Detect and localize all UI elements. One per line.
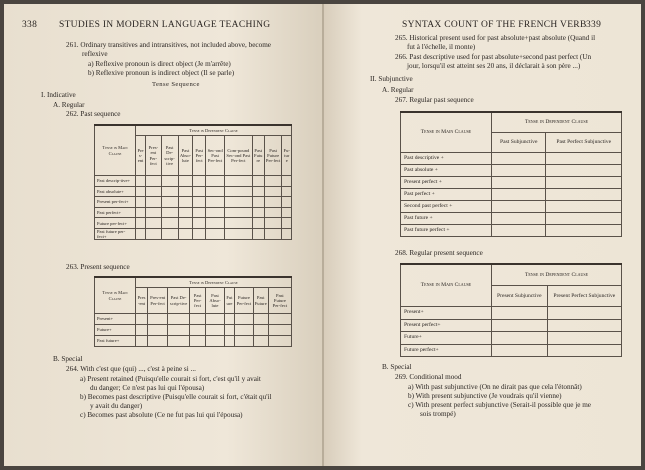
item-261-line1: 261. Ordinary transitives and intransitives, not included above, become — [66, 41, 271, 49]
item-267-heading: 267. Regular past sequence — [395, 96, 474, 104]
table-column-header: Future — [224, 288, 234, 314]
book-spread — [4, 4, 641, 466]
table-cell — [206, 186, 225, 197]
table-column-header: Past Abso-lute — [206, 288, 224, 314]
table-column-header: Past Subjunctive — [492, 133, 546, 153]
item-264-c: c) Becomes past absolute (Ce ne fut pas lui qui l'épousa) — [80, 411, 243, 419]
item-264-a2: du danger; Ce n'est pas lui qui l'épousa) — [90, 384, 205, 392]
table-cell — [264, 207, 282, 218]
table-cell — [136, 336, 148, 347]
table-cell — [136, 314, 148, 325]
table-cell — [148, 325, 168, 336]
table-cell — [206, 218, 225, 229]
item-266-line1: 266. Past descriptive used for past absolute+second past perfect (Un — [395, 53, 592, 61]
table-cell — [492, 213, 546, 225]
table-row-label: Future per-fect+ — [95, 218, 136, 229]
table-row — [95, 176, 292, 187]
table-cell — [282, 176, 292, 187]
table-row-label: Past perfect+ — [95, 207, 136, 218]
table-cell — [146, 176, 162, 187]
table-cell — [282, 228, 292, 239]
table-corner-header: Tense in Main Clause — [95, 277, 136, 314]
table-row — [401, 307, 622, 320]
table-cell — [161, 186, 178, 197]
table-cell — [492, 332, 548, 345]
running-head-left: STUDIES IN MODERN LANGUAGE TEACHING — [59, 20, 271, 30]
table-cell — [253, 314, 268, 325]
table-row-label: Past perfect + — [401, 189, 492, 201]
table-cell — [146, 197, 162, 208]
table-cell — [546, 153, 622, 165]
item-266-line2: jour, lorsqu'il est atteint ses 20 ans, il déclarait à son père ...) — [407, 62, 581, 70]
page-number-left: 338 — [22, 20, 38, 30]
past-sequence-table — [94, 124, 292, 240]
table-row-label: Present+ — [95, 314, 136, 325]
table-cell — [206, 207, 225, 218]
table-row — [401, 189, 622, 201]
item-261-line2: reflexive — [82, 50, 108, 58]
table-row — [95, 314, 292, 325]
item-269-c1: c) With present perfect subjunctive (Serait-il possible que je me — [408, 401, 591, 409]
section-indicative: I. Indicative — [41, 91, 76, 99]
table-cell — [547, 319, 621, 332]
table-row — [401, 344, 622, 357]
table-row — [401, 177, 622, 189]
item-269-a: a) With past subjunctive (On ne dirait pas que cela l'étonnât) — [408, 383, 582, 391]
table-row — [95, 207, 292, 218]
table-cell — [546, 165, 622, 177]
item-268-heading: 268. Regular present sequence — [395, 249, 483, 257]
table-cell — [178, 207, 193, 218]
table-row — [401, 213, 622, 225]
table-cell — [136, 176, 146, 187]
item-269-c2: sois trompé) — [420, 410, 456, 418]
table-cell — [161, 228, 178, 239]
item-263-heading: 263. Present sequence — [66, 263, 130, 271]
item-269-b: b) With present subjunctive (Je voudrais qu'il vienne) — [408, 392, 562, 400]
table-row-label: Past future+ — [95, 336, 136, 347]
table-cell — [225, 186, 253, 197]
regular-present-sequence-table — [400, 263, 622, 357]
section-special-right: B. Special — [382, 363, 412, 371]
running-head-right: SYNTAX COUNT OF THE FRENCH VERB — [402, 20, 587, 30]
table-column-header: Past Future Per-fect — [264, 136, 282, 176]
table-cell — [136, 228, 146, 239]
table-cell — [546, 189, 622, 201]
table-column-header: Pres-ent — [136, 288, 148, 314]
table-cell — [224, 336, 234, 347]
table-row-label: Second past perfect + — [401, 201, 492, 213]
table-cell — [189, 336, 205, 347]
table-cell — [168, 314, 190, 325]
table-group-header: Tense in Dependent Clause — [492, 112, 622, 133]
table-row-label: Present perfect+ — [401, 319, 492, 332]
table-cell — [235, 336, 254, 347]
table-cell — [252, 218, 264, 229]
table-row-label: Future perfect+ — [401, 344, 492, 357]
table-column-header: Past Per-fect — [189, 288, 205, 314]
table-column-header: Future Per-fect — [235, 288, 254, 314]
table-row-label: Past future per-fect+ — [95, 228, 136, 239]
item-264-intro: 264. With c'est que (qui) ..., c'est à peine si ... — [66, 365, 196, 373]
table-group-header: Tense in Dependent Clause — [136, 125, 292, 136]
table-cell — [136, 186, 146, 197]
table-row — [401, 201, 622, 213]
table-cell — [546, 201, 622, 213]
table-row-label: Past descrip-tive+ — [95, 176, 136, 187]
table-cell — [178, 176, 193, 187]
table-cell — [282, 186, 292, 197]
section-regular-right: A. Regular — [382, 86, 414, 94]
table-corner-header: Tense in Main Clause — [401, 264, 492, 307]
table-cell — [547, 344, 621, 357]
table-row — [95, 228, 292, 239]
table-cell — [252, 207, 264, 218]
table-cell — [146, 207, 162, 218]
table-cell — [206, 228, 225, 239]
table-cell — [146, 228, 162, 239]
table-cell — [206, 336, 224, 347]
table-cell — [282, 207, 292, 218]
table-row — [95, 186, 292, 197]
section-subjunctive: II. Subjunctive — [370, 75, 413, 83]
item-262-heading: 262. Past sequence — [66, 110, 121, 118]
table-cell — [492, 319, 548, 332]
table-cell — [224, 314, 234, 325]
table-column-header: Present Subjunctive — [492, 286, 548, 307]
table-cell — [146, 218, 162, 229]
item-264-b1: b) Becomes past descriptive (Puisqu'elle courait si fort, c'était qu'il — [80, 393, 272, 401]
table-row — [401, 165, 622, 177]
table-cell — [136, 207, 146, 218]
table-row — [95, 336, 292, 347]
table-cell — [193, 218, 206, 229]
table-cell — [224, 325, 234, 336]
table-cell — [492, 225, 546, 237]
table-cell — [206, 197, 225, 208]
table-cell — [225, 228, 253, 239]
table-cell — [547, 332, 621, 345]
table-cell — [225, 218, 253, 229]
tense-sequence-heading: Tense Sequence — [152, 81, 200, 88]
table-row — [401, 225, 622, 237]
table-cell — [492, 177, 546, 189]
table-cell — [546, 177, 622, 189]
item-265-line1: 265. Historical present used for past absolute+past absolute (Quand il — [395, 34, 596, 42]
table-cell — [168, 325, 190, 336]
table-column-header: Past Per-fect — [193, 136, 206, 176]
table-cell — [492, 165, 546, 177]
table-cell — [547, 307, 621, 320]
table-cell — [193, 228, 206, 239]
right-page — [324, 4, 641, 466]
item-265-line2: fut à l'échelle, il monte) — [407, 43, 476, 51]
table-cell — [178, 218, 193, 229]
table-cell — [193, 197, 206, 208]
table-cell — [492, 153, 546, 165]
table-cell — [252, 197, 264, 208]
table-column-header: Past De-scrip-tive — [168, 288, 190, 314]
table-cell — [225, 207, 253, 218]
table-cell — [282, 197, 292, 208]
table-cell — [264, 197, 282, 208]
table-cell — [136, 218, 146, 229]
section-regular: A. Regular — [53, 101, 85, 109]
table-cell — [136, 197, 146, 208]
table-column-header: Com-pound Sec-ond Past Per-fect — [225, 136, 253, 176]
item-261-a: a) Reflexive pronoun is direct object (Je m'arrête) — [88, 60, 231, 68]
table-group-header: Tense in Dependent Clause — [136, 277, 292, 288]
table-cell — [492, 189, 546, 201]
table-cell — [148, 314, 168, 325]
table-row-label: Past future perfect + — [401, 225, 492, 237]
table-cell — [268, 325, 291, 336]
table-row-label: Present per-fect+ — [95, 197, 136, 208]
table-column-header: Past Abso-lute — [178, 136, 193, 176]
table-cell — [206, 314, 224, 325]
table-cell — [225, 176, 253, 187]
table-cell — [189, 325, 205, 336]
table-row-label: Past descriptive + — [401, 153, 492, 165]
table-cell — [146, 186, 162, 197]
table-row-label: Past absolute+ — [95, 186, 136, 197]
table-cell — [193, 176, 206, 187]
table-row-label: Future+ — [95, 325, 136, 336]
table-cell — [193, 186, 206, 197]
table-row — [95, 325, 292, 336]
item-264-a1: a) Present retained (Puisqu'elle courait si fort, c'est qu'il y avait — [80, 375, 261, 383]
table-column-header: Past Future — [252, 136, 264, 176]
table-cell — [148, 336, 168, 347]
table-cell — [161, 207, 178, 218]
table-cell — [206, 176, 225, 187]
table-cell — [253, 336, 268, 347]
table-cell — [189, 314, 205, 325]
table-corner-header: Tense in Main Clause — [95, 125, 136, 176]
table-cell — [268, 314, 291, 325]
table-column-header: Pres-ent Per-fect — [146, 136, 162, 176]
table-cell — [252, 228, 264, 239]
table-cell — [546, 225, 622, 237]
table-cell — [225, 197, 253, 208]
table-row — [95, 197, 292, 208]
table-cell — [235, 325, 254, 336]
table-row-label: Past future + — [401, 213, 492, 225]
table-row-label: Past absolute + — [401, 165, 492, 177]
table-cell — [492, 307, 548, 320]
table-cell — [268, 336, 291, 347]
present-sequence-table — [94, 276, 292, 347]
table-cell — [252, 176, 264, 187]
item-269-intro: 269. Conditional mood — [395, 373, 462, 381]
page-number-right: 339 — [586, 20, 602, 30]
table-cell — [178, 228, 193, 239]
table-row — [95, 218, 292, 229]
item-264-b2: y avait du danger) — [90, 402, 143, 410]
table-cell — [264, 186, 282, 197]
regular-past-sequence-table — [400, 111, 622, 237]
table-row-label: Present+ — [401, 307, 492, 320]
table-cell — [492, 201, 546, 213]
table-cell — [161, 197, 178, 208]
table-cell — [282, 218, 292, 229]
table-cell — [264, 228, 282, 239]
table-column-header: Past Future — [253, 288, 268, 314]
table-group-header: Tense in Dependent Clause — [492, 264, 622, 286]
table-row-label: Future+ — [401, 332, 492, 345]
table-cell — [264, 218, 282, 229]
left-page — [4, 4, 323, 466]
table-column-header: Fu-ture — [282, 136, 292, 176]
table-column-header: Present Perfect Subjunctive — [547, 286, 621, 307]
table-column-header: Past Perfect Subjunctive — [546, 133, 622, 153]
table-cell — [546, 213, 622, 225]
table-cell — [253, 325, 268, 336]
table-row — [401, 153, 622, 165]
table-cell — [136, 325, 148, 336]
table-cell — [252, 186, 264, 197]
table-cell — [161, 218, 178, 229]
table-cell — [206, 325, 224, 336]
section-special: B. Special — [53, 355, 83, 363]
item-261-b: b) Reflexive pronoun is indirect object (Il se parle) — [88, 69, 235, 77]
table-cell — [492, 344, 548, 357]
table-column-header: Pres-ent Per-fect — [148, 288, 168, 314]
table-cell — [264, 176, 282, 187]
table-column-header: Past De-scrip-tive — [161, 136, 178, 176]
table-cell — [168, 336, 190, 347]
table-cell — [193, 207, 206, 218]
table-cell — [161, 176, 178, 187]
table-column-header: Past Future Per-fect — [268, 288, 291, 314]
table-row — [401, 319, 622, 332]
table-row — [401, 332, 622, 345]
table-row-label: Present perfect + — [401, 177, 492, 189]
table-cell — [178, 197, 193, 208]
table-cell — [178, 186, 193, 197]
table-column-header: Pres-ent — [136, 136, 146, 176]
table-corner-header: Tense in Main Clause — [401, 112, 492, 153]
table-cell — [235, 314, 254, 325]
table-column-header: Sec-ond Past Per-fect — [206, 136, 225, 176]
